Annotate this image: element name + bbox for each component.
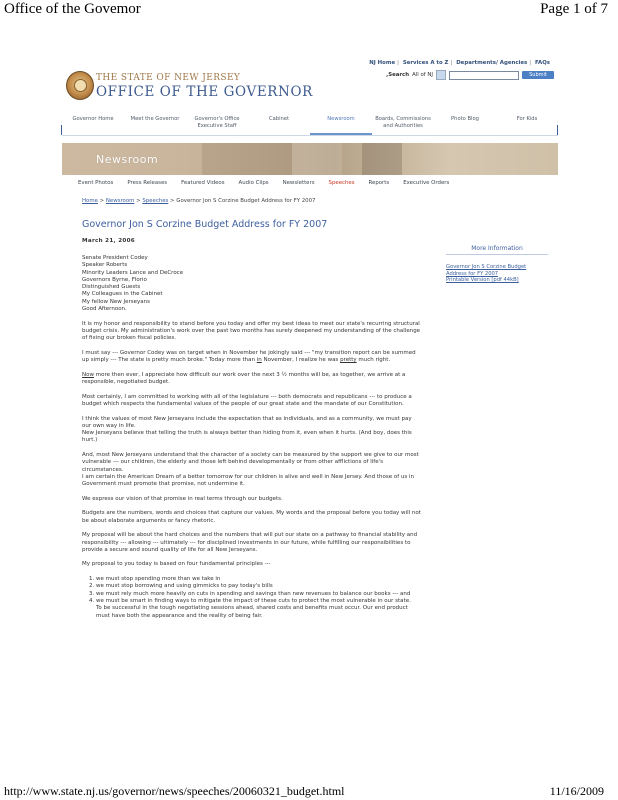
nav-executive-staff[interactable]: Governor's Office Executive Staff: [194, 116, 240, 129]
speech-body: [82, 255, 422, 620]
nav-meet-governor[interactable]: Meet the Governor: [130, 116, 180, 122]
list-item: 1. we must stop spending more than we take in: [96, 576, 422, 583]
subnav-speeches[interactable]: Speeches: [328, 180, 355, 186]
print-footer-url: http://www.state.nj.us/governor/news/speeches/20060321_budget.html: [4, 784, 345, 798]
services-link[interactable]: Services A to Z: [402, 60, 449, 66]
search-input[interactable]: [449, 71, 519, 80]
paragraph: Most certainly, I am committed to working with all of the legislature --- both democrats and republicans --- to produce a budget which respects the fundamental values of the people of our great state and the mandate of our Constitution.: [82, 393, 412, 407]
more-information-heading: More Information: [446, 245, 548, 255]
list-item: 4. we must be smart in finding ways to mitigate the impact of these cuts to protect the most vulnerable in our state.: [96, 598, 422, 605]
paragraph: My proposal will be about the hard choices and the numbers that will put our state on a pathway to financial stability and responsibility --- allowing --- ultimately --- for disciplined investments in our future, while fulfilling our responsibilities to provide a secure and sound quality of life for all New Jerseyans.: [82, 532, 418, 553]
print-footer-date: 11/16/2009: [549, 784, 604, 798]
subnav-featured-videos[interactable]: Featured Videos: [181, 180, 225, 186]
search-scope-select[interactable]: [436, 70, 446, 80]
breadcrumb-home[interactable]: Home: [82, 198, 98, 204]
brand-office-name: OFFICE OF THE GOVERNOR: [96, 84, 313, 100]
paragraph: My proposal to you today is based on four fundamental principles ---: [82, 561, 271, 568]
subnav-reports[interactable]: Reports: [368, 180, 390, 186]
nav-cabinet[interactable]: Cabinet: [268, 116, 290, 122]
printable-version-link[interactable]: Printable Version [pdf 44kB]: [446, 277, 519, 284]
greeting-block: Senate President Codey Speaker Roberts Minority Leaders Lance and DeCroce Governors Byrne, Florio Distinguished Guests My Colleagues in the Cabinet My fellow New Jerseyans Good Afternoon.: [82, 255, 184, 313]
budget-address-link[interactable]: Governor Jon S Corzine Budget Address for FY 2007: [446, 264, 527, 277]
faqs-link[interactable]: FAQs: [534, 60, 550, 66]
paragraph: I think the values of most New Jerseyans include the expectation that as individuals, and as a community, we must pay our own way in life. New Jerseyans believe that telling the truth is always better than hiding from it, even when it hurts. (And boy, does this hurt.): [82, 415, 412, 444]
nav-newsroom[interactable]: Newsroom: [310, 113, 372, 135]
newsroom-banner: [62, 143, 558, 175]
main-nav: [62, 113, 558, 136]
breadcrumb-speeches[interactable]: Speeches: [142, 198, 169, 204]
departments-link[interactable]: Departments/ Agencies: [456, 60, 528, 66]
breadcrumb: Home > Newsroom > Speeches > Governor Jon S Corzine Budget Address for FY 2007: [82, 198, 316, 204]
state-seal-icon: [66, 71, 94, 100]
nav-governor-home[interactable]: Governor Home: [72, 116, 114, 122]
subnav-audio-clips[interactable]: Audio Clips: [238, 180, 269, 186]
search-bar: [386, 70, 554, 80]
paragraph: And, most New Jerseyans understand that the character of a society can be measured by the support we give to our most vulnerable --- our children, the elderly and those left behind developmentally or from other afflictions of life's circumstances. I am certain the American Dream of a better tomorrow for our children is alive and well in New Jersey. And those of us in Government must promote that promise, not undermine it.: [82, 452, 419, 488]
principles-list: [82, 576, 422, 605]
subnav-executive-orders[interactable]: Executive Orders: [403, 180, 450, 186]
subnav-event-photos[interactable]: Event Photos: [78, 180, 114, 186]
paragraph: We express our vision of that promise in real terms through our budgets.: [82, 495, 283, 502]
paragraph: It is my honor and responsibility to stand before you today and offer my best ideas to meet our state's recurring structural budget crisis. My administration's work over the past two months has surely deepened my understanding of the challenge of fixing our broken fiscal policies.: [82, 320, 421, 342]
newsroom-subnav: [78, 180, 463, 186]
print-page-number: Page 1 of 7: [540, 1, 608, 17]
breadcrumb-current: Governor Jon S Corzine Budget Address for FY 2007: [176, 198, 316, 204]
search-scope-label: All of NJ: [412, 72, 433, 78]
print-header-title: Office of the Govemor: [4, 1, 141, 17]
nav-photo-blog[interactable]: Photo Blog: [451, 116, 479, 122]
list-item: 3. we must rely much more heavily on cuts in spending and savings than new revenues to balance our books --- and: [96, 591, 422, 598]
speech-date: March 21, 2006: [82, 238, 135, 244]
nav-for-kids[interactable]: For Kids: [516, 116, 538, 122]
subnav-newsletters[interactable]: Newsletters: [282, 180, 315, 186]
more-information-links: [446, 264, 548, 284]
list-item: 2. we must stop borrowing and using gimmicks to pay today's bills: [96, 583, 422, 590]
subnav-press-releases[interactable]: Press Releases: [127, 180, 168, 186]
nj-home-link[interactable]: NJ Home: [369, 60, 396, 66]
paragraph: Budgets are the numbers, words and choices that capture our values. My words and the proposal before you today will not be about elaborate arguments or fancy rhetoric.: [82, 510, 421, 524]
brand-state-name: THE STATE OF NEW JERSEY: [96, 73, 241, 83]
paragraph: Now more then ever, I appreciate how difficult our work over the next 3 ½ months will be, as together, we arrive at a responsible, negotiated budget.: [82, 371, 406, 386]
search-label: ,Search: [386, 72, 410, 78]
breadcrumb-newsroom[interactable]: Newsroom: [105, 198, 135, 204]
closing-paragraph: To be successful in the tough negotiating sessions ahead, shared costs and benefits must occur. Our end product must have both the appearance and the reality of being fair.: [96, 605, 408, 619]
search-submit-button[interactable]: Submit: [522, 71, 554, 79]
banner-title: Newsroom: [96, 153, 159, 166]
nav-boards[interactable]: Boards, Commissions and Authorities: [375, 116, 431, 129]
paragraph: I must say --- Governor Codey was on target when in November he jokingly said --- "my transition report can be summed up simply --- The state is pretty much broke." Today more than in November, I realize he was pretty much right.: [82, 349, 416, 364]
page-title: Governor Jon S Corzine Budget Address for FY 2007: [82, 219, 328, 230]
utility-links: NJ Home | Services A to Z | Departments/ Agencies | FAQs: [369, 60, 550, 66]
